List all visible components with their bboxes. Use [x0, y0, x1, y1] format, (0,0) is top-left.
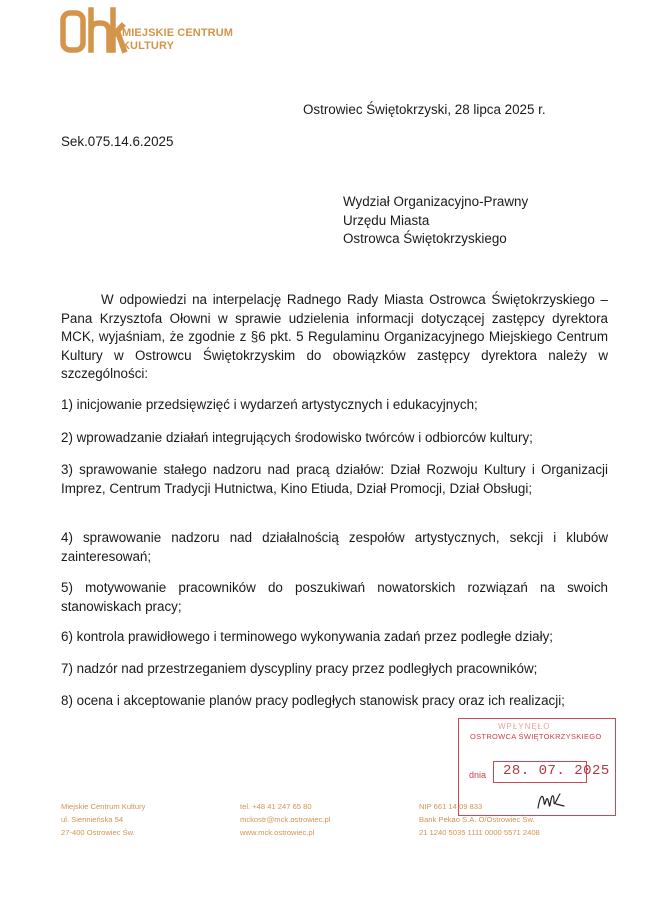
org-name-line1: MIEJSKIE CENTRUM: [122, 27, 233, 39]
recipient-line: Ostrowca Świętokrzyskiego: [343, 231, 507, 246]
recipient-line: Wydział Organizacyjno-Prawny: [343, 194, 529, 209]
footer-line: Miejskie Centrum Kultury: [61, 802, 146, 811]
list-item: 5) motywowanie pracowników do poszukiwań nowatorskich rozwiązań na swoich stanowiskach pracy;: [61, 580, 608, 614]
list-item: 3) sprawowanie stałego nadzoru nad pracą działów: Dział Rozwoju Kultury i Organizacji Imprez, Centrum Tradycji Hutnictwa, Kino Etiuda, Dział Promocji, Dział Obsługi;: [61, 462, 608, 496]
footer-line: 21 1240 5035 1111 0000 5571 2408: [419, 828, 540, 837]
list-item: 7) nadzór nad przestrzeganiem dyscypliny pracy przez podległych pracowników;: [61, 661, 538, 676]
list-item: 4) sprawowanie nadzoru nad działalnością zespołów artystycznych, sekcji i klubów zainteresowań;: [61, 530, 608, 564]
footer-line: www.mck.ostrowiec.pl: [240, 828, 315, 837]
footer-address: [61, 800, 145, 839]
footer-line: Bank Pekao S.A. O/Ostrowiec Św.: [419, 815, 535, 824]
stamp-dnia-label: dnia: [469, 770, 487, 780]
org-name-line2: KULTURY: [122, 40, 175, 52]
stamp-org: OSTROWCA ŚWIĘTOKRZYSKIEGO: [470, 732, 602, 741]
recipient-line: Urzędu Miasta: [343, 212, 430, 228]
reference-number: Sek.075.14.6.2025: [61, 134, 174, 149]
org-name: [122, 27, 233, 53]
footer-contact: [240, 800, 330, 839]
stamp-header: WPŁYNĘŁO: [498, 722, 551, 731]
place-date: Ostrowiec Świętokrzyski, 28 lipca 2025 r.: [303, 102, 546, 117]
footer-line: tel. +48 41 247 65 80: [240, 802, 312, 811]
footer-line: 27-400 Ostrowiec Św.: [61, 828, 135, 837]
footer-line: mckostr@mck.ostrowiec.pl: [240, 815, 331, 824]
list-item: 8) ocena i akceptowanie planów pracy podległych stanowisk pracy oraz ich realizacji;: [61, 693, 565, 708]
recipient-address: [343, 193, 528, 249]
body-paragraph: W odpowiedzi na interpelację Radnego Rady Miasta Ostrowca Świętokrzyskiego – Pana Krzysztofa Ołowni w sprawie udzielenia informacji dotyczącej zastępcy dyrektora MCK, wyjaśniam, że zgodnie z §6 pkt. 5 Regulaminu Organizacyjnego Miejskiego Centrum Kultury w Ostrowcu Świętokrzyskim do obowiązków zastępcy dyrektora należy w szczególności:: [61, 292, 608, 381]
list-item: 6) kontrola prawidłowego i terminowego wykonywania zadań przez podległe działy;: [61, 629, 554, 644]
footer-line: ul. Siennieńska 54: [61, 815, 124, 824]
footer-bank: [419, 800, 540, 839]
list-item: 1) inicjowanie przedsięwzięć i wydarzeń artystycznych i edukacyjnych;: [61, 397, 478, 412]
footer-line: NIP 661 14 09 833: [419, 802, 483, 811]
stamp-date: 28. 07. 2025: [503, 763, 610, 779]
list-item: 2) wprowadzanie działań integrujących środowisko twórców i odbiorców kultury;: [61, 430, 533, 445]
